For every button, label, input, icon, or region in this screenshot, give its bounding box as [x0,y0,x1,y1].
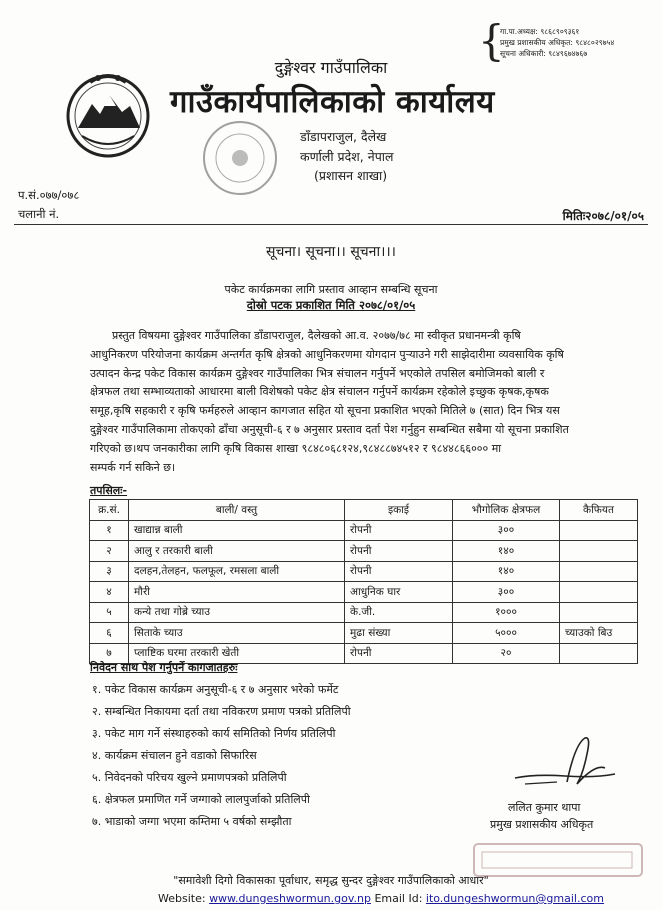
email-label: Email Id: [374,892,423,905]
remarks-cell [560,643,638,664]
remarks-cell [560,541,638,562]
body-line: प्रस्तुत विषयमा दुङ्गेश्वर गाउँपालिका डाँडापराजुल, दैलेखको आ.व. २०७७/७८ मा स्वीकृत प्रधानमन्त्री कृषि [112,329,521,342]
unit-cell: के.जी. [345,602,453,623]
area-cell: ३०० [453,520,560,541]
body-line: आधुनिकरण परियोजना कार्यक्रम अन्तर्गत कृषि क्षेत्रको आधुनिकरणमा योगदान पुऱ्याउने गरी साझेदारीमा व्यवसायिक कृषि [90,347,564,361]
column-header: भौगोलिक क्षेत्रफल [453,500,560,521]
notice-heading: सूचना। सूचना।। सूचना।।। [266,244,396,260]
footer-contact [158,892,604,905]
unit-cell: रोपनी [345,541,453,562]
serial-cell: ३ [90,561,129,582]
municipality-name: दुङ्गेश्वर गाउँपालिका [274,58,388,77]
address-line: (प्रशासन शाखा) [314,168,388,183]
contact-line: सूचना अधिकारी: ९८४९६७४७६७ [500,49,588,58]
website-link[interactable]: www.dungeshwormun.gov.np [209,892,371,905]
document-item: ३. पकेट माग गर्ने संस्थाहरुको कार्य समितिको निर्णय प्रतिलिपी [92,727,336,740]
table-row [90,602,638,623]
document-item: ६. क्षेत्रफल प्रमाणित गर्ने जग्गाको लालपुर्जाको प्रतिलिपी [92,793,310,806]
table-row [90,623,638,644]
notice-subject: पकेट कार्यक्रमका लागि प्रस्ताव आव्हान सम्बन्धि सूचना [224,283,438,296]
body-line: उत्पादन केन्द्र पकेट विकास कार्यक्रम दुङ्गेश्वर गाउँपालिका भित्र संचालन गर्नुपर्ने भएकोले तपसिल बमोजिमको बाली र [90,366,545,380]
second-publication-date: दोस्रो पटक प्रकाशित मिति २०७८/०१/०५ [246,298,416,312]
documents-label: निवेदन साथ पेश गर्नुपर्ने कागजातहरुः [90,661,238,674]
signatory-title: प्रमुख प्रशासकीय अधिकृत [490,818,594,831]
remarks-cell [560,520,638,541]
address-line: डाँडापराजुल, दैलेख [300,129,387,144]
notice-body [90,327,640,477]
table-row [90,541,638,562]
serial-cell: ५ [90,602,129,623]
nepal-emblem-logo [60,66,156,162]
serial-cell: ६ [90,623,129,644]
table-header-row [90,500,638,521]
body-line: दुङ्गेश्वर गाउँपालिकामा तोकएको ढाँचा अनुसूची-६ र ७ अनुसार प्रस्ताव दर्ता पेश गर्नुहुन सम्बन्धित सबैमा यो सूचना प्रकाशित [90,422,569,436]
column-header: कैफियत [560,500,638,521]
address-line: कर्णाली प्रदेश, नेपाल [300,149,394,164]
remarks-cell [560,561,638,582]
column-header: क्र.सं. [90,500,129,521]
area-cell: १४० [453,561,560,582]
unit-cell: आधुनिक घार [345,582,453,603]
area-cell: १००० [453,602,560,623]
remarks-cell [560,582,638,603]
header-divider [14,224,648,225]
area-cell: ३०० [453,582,560,603]
office-stamp [200,118,280,198]
item-cell: आलु र तरकारी बाली [129,541,345,562]
unit-cell: मुढा संख्या [345,623,453,644]
handwritten-signature [505,734,625,794]
body-line: क्षेत्रफल तथा सम्भाव्यताको आधारमा बाली विशेषको पकेट क्षेत्र संचालन गर्नुपर्ने कार्यक्रम रहेकोले इच्छुक कृषक,कृषक [90,385,549,399]
item-cell: खाद्यान्न बाली [129,520,345,541]
body-line: समूह,कृषि सहकारी र कृषि फर्महरुले आव्हान कागजात सहित यो सूचना प्रकाशित भएको मितिले ७ (सात) दिन भित्र यस [90,404,560,418]
contact-line: गा.पा.अध्यक्ष: ९८६८९०९३६१ [500,27,580,36]
table-row [90,520,638,541]
reference-number: प.सं.०७७/०७८ [18,188,80,202]
body-line: सम्पर्क गर्न सकिने छ। [90,460,176,474]
item-cell: प्लाष्टिक घरमा तरकारी खेती [129,643,345,664]
contact-line: प्रमुख प्रशासकीय अधिकृत: ९८४८०२९७५४ [500,38,615,47]
contact-numbers [500,26,614,59]
item-cell: मौरी [129,582,345,603]
body-line: गरिएको छ।थप जनकारीका लागि कृषि विकास शाखा ९८४८०६८१२४,९८४८८७४५१२ र ९८४४८६६००० मा [90,441,502,455]
dispatch-number: चलानी नं. [18,207,60,221]
area-cell: ५००० [453,623,560,644]
column-header: इकाई [345,500,453,521]
unit-cell: रोपनी [345,643,453,664]
area-cell: २० [453,643,560,664]
remarks-cell [560,602,638,623]
serial-cell: ७ [90,643,129,664]
unit-cell: रोपनी [345,520,453,541]
item-cell: सिताके च्याउ [129,623,345,644]
area-cell: १४० [453,541,560,562]
column-header: बाली/ वस्तु [129,500,345,521]
email-link[interactable]: ito.dungeshwormun@gmail.com [425,892,604,905]
details-label: तपसिलः- [90,484,128,497]
document-item: ७. भाडाको जग्गा भएमा कम्तिमा ५ वर्षको सम्झौता [92,815,292,828]
footer-motto: "समावेशी दिगो विकासका पूर्वाधार, समृद्ध सुन्दर दुङ्गेश्वर गाउँपालिकाको आधार" [173,874,489,887]
table-row [90,561,638,582]
item-cell: दलहन,तेलहन, फलफूल, रमसला बाली [129,561,345,582]
serial-cell: ४ [90,582,129,603]
details-table [89,499,638,664]
document-item: २. सम्बन्धित निकायमा दर्ता तथा नविकरण प्रमाण पत्रको प्रतिलिपी [92,705,351,718]
item-cell: कन्ये तथा गोब्रे च्याउ [129,602,345,623]
issue-date: मितिः२०७८/०१/०५ [562,209,644,223]
signatory-name: ललित कुमार थापा [508,801,581,814]
office-title: गाउँकार्यपालिकाको कार्यालय [170,84,495,120]
remarks-cell: च्याउको बिउ [560,623,638,644]
serial-cell: १ [90,520,129,541]
unit-cell: रोपनी [345,561,453,582]
table-row [90,582,638,603]
document-item: १. पकेट विकास कार्यक्रम अनुसूची-६ र ७ अनुसार भरेको फर्मेट [92,683,339,696]
document-item: ५. निवेदनको परिचय खुल्ने प्रमाणपत्रको प्रतिलिपी [92,771,287,784]
contacts-brace: { [478,16,505,65]
serial-cell: २ [90,541,129,562]
document-item: ४. कार्यक्रम संचालन हुने वडाको सिफारिस [92,749,257,762]
website-label: Website: [158,892,206,905]
